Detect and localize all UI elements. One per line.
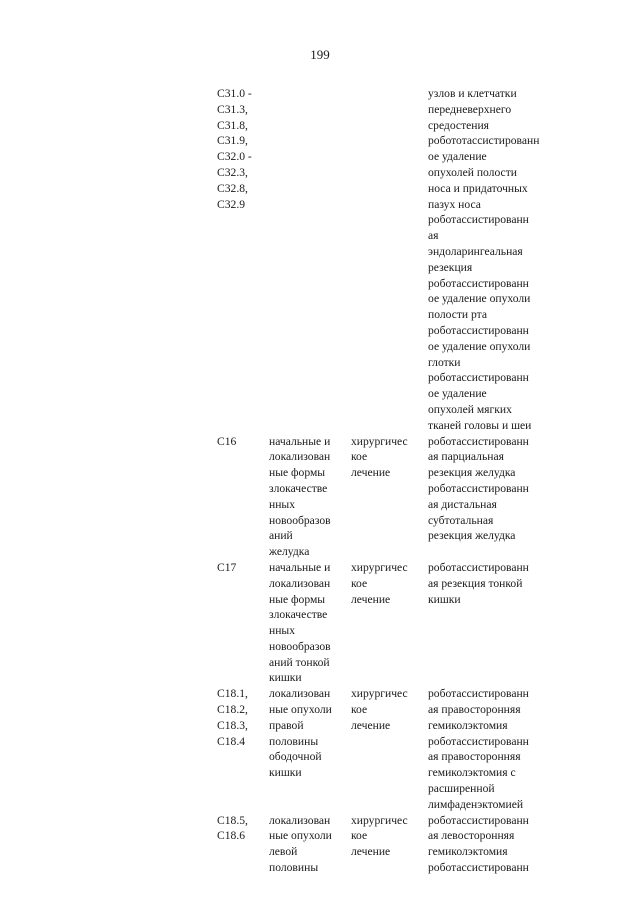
diagnosis-line: ные опухоли	[269, 829, 332, 843]
diagnosis-line: аний тонкой	[269, 655, 330, 669]
code-line: C16	[217, 434, 237, 448]
diagnosis-line: правой	[269, 718, 304, 732]
icd-code-cell	[217, 686, 269, 749]
diagnosis-line: локализован	[269, 576, 331, 590]
method-line: ая резекция тонкой	[428, 576, 523, 590]
table-row-c18-right	[217, 686, 547, 812]
method-cell	[428, 560, 547, 607]
method-line: резекция желудка	[428, 466, 516, 480]
method-line: ое удаление опухоли	[428, 339, 531, 353]
page-number: 199	[310, 47, 330, 62]
method-line: кишки	[428, 592, 461, 606]
method-line: роботассистированн	[428, 687, 529, 701]
method-line: ая дистальная	[428, 497, 497, 511]
table-row-c18-left	[217, 813, 547, 876]
method-line: ая	[428, 229, 439, 243]
method-line: робототассистированн	[428, 134, 540, 148]
diagnosis-line: аний	[269, 529, 293, 543]
diagnosis-line: кишки	[269, 766, 302, 780]
diagnosis-line: локализован	[269, 687, 331, 701]
diagnosis-line: половины	[269, 861, 319, 875]
code-line: C18.4	[217, 734, 246, 748]
method-line: роботассистированн	[428, 734, 529, 748]
treatment-type-line: кое	[351, 450, 368, 464]
method-line: роботассистированн	[428, 813, 529, 827]
diagnosis-line: нных	[269, 497, 295, 511]
diagnosis-line: начальные и	[269, 560, 331, 574]
method-line: передневерхнего	[428, 102, 512, 116]
diagnosis-line: ные формы	[269, 592, 326, 606]
method-line: лимфаденэктомией	[428, 797, 524, 811]
method-line: гемиколэктомия	[428, 718, 508, 732]
method-line: ая парциальная	[428, 450, 504, 464]
method-cell	[428, 434, 547, 545]
method-line: пазух носа	[428, 197, 481, 211]
treatment-type-line: хирургичес	[351, 813, 408, 827]
method-line: роботассистированн	[428, 560, 529, 574]
treatment-type-line: лечение	[351, 466, 391, 480]
treatment-type-line: лечение	[351, 718, 391, 732]
diagnosis-line: половины	[269, 734, 319, 748]
method-line: ое удаление опухоли	[428, 292, 531, 306]
method-line: расширенной	[428, 782, 495, 796]
diagnosis-line: локализован	[269, 813, 331, 827]
code-line: C18.6	[217, 829, 246, 843]
treatment-type-cell	[351, 686, 428, 733]
method-line: узлов и клетчатки	[428, 87, 517, 100]
treatment-type-line: хирургичес	[351, 434, 408, 448]
treatment-type-line: кое	[351, 576, 368, 590]
code-line: C18.1,	[217, 687, 248, 701]
treatment-type-cell	[351, 560, 428, 607]
method-cell	[428, 86, 547, 434]
code-line: C31.8,	[217, 118, 248, 132]
method-line: роботассистированн	[428, 213, 529, 227]
method-line: носа и придаточных	[428, 181, 528, 195]
diagnosis-line: ные опухоли	[269, 703, 332, 717]
diagnosis-cell	[269, 434, 351, 560]
method-line: опухолей мягких	[428, 402, 512, 416]
code-line: C31.3,	[217, 102, 248, 116]
code-line: C32.9	[217, 197, 246, 211]
treatment-type-cell	[351, 813, 428, 860]
treatment-type-cell	[351, 434, 428, 481]
treatment-type-line: кое	[351, 829, 368, 843]
diagnosis-line: кишки	[269, 671, 302, 685]
method-line: ая левосторонняя	[428, 829, 515, 843]
diagnosis-line: локализован	[269, 450, 331, 464]
code-line: C32.8,	[217, 181, 248, 195]
method-line: роботассистированн	[428, 323, 529, 337]
table-row-c16	[217, 434, 547, 560]
treatment-type-line: хирургичес	[351, 687, 408, 701]
code-line: C18.3,	[217, 718, 248, 732]
code-line: C32.3,	[217, 165, 248, 179]
method-line: роботассистированн	[428, 481, 529, 495]
method-line: ая правосторонняя	[428, 703, 521, 717]
method-cell	[428, 686, 547, 812]
code-line: C32.0 -	[217, 150, 252, 164]
method-line: роботассистированн	[428, 434, 529, 448]
method-line: резекция желудка	[428, 529, 516, 543]
diagnosis-line: злокачестве	[269, 481, 328, 495]
code-line: C31.0 -	[217, 87, 252, 100]
code-line: C17	[217, 560, 237, 574]
treatment-type-line: лечение	[351, 592, 391, 606]
diagnosis-line: начальные и	[269, 434, 331, 448]
diagnosis-cell	[269, 560, 351, 686]
method-line: ое удаление	[428, 387, 487, 401]
diagnosis-line: новообразов	[269, 513, 331, 527]
code-line: C18.5,	[217, 813, 248, 827]
method-line: глотки	[428, 355, 461, 369]
treatment-type-line: кое	[351, 703, 368, 717]
icd-code-cell	[217, 86, 269, 212]
diagnosis-line: желудка	[269, 545, 310, 559]
method-line: тканей головы и шеи	[428, 418, 532, 432]
method-line: роботассистированн	[428, 276, 529, 290]
method-line: субтотальная	[428, 513, 494, 527]
method-line: резекция	[428, 260, 473, 274]
icd-code-cell	[217, 560, 269, 576]
treatment-type-line: лечение	[351, 845, 391, 859]
diagnosis-cell	[269, 686, 351, 781]
method-line: гемиколэктомия	[428, 845, 508, 859]
method-line: средостения	[428, 118, 490, 132]
method-line: опухолей полости	[428, 165, 517, 179]
method-line: гемиколэктомия с	[428, 766, 516, 780]
method-line: роботассистированн	[428, 371, 529, 385]
diagnosis-line: злокачестве	[269, 608, 328, 622]
method-line: ое удаление	[428, 150, 487, 164]
diagnosis-line: левой	[269, 845, 298, 859]
method-line: полости рта	[428, 308, 488, 322]
method-line: ая правосторонняя	[428, 750, 521, 764]
code-line: C31.9,	[217, 134, 248, 148]
diagnosis-line: ные формы	[269, 466, 326, 480]
method-line: эндоларингеальная	[428, 244, 523, 258]
table-row-c31-c32	[217, 86, 547, 434]
icd-code-cell	[217, 813, 269, 845]
procedures-table	[217, 86, 547, 876]
table-row-c17	[217, 560, 547, 686]
diagnosis-cell	[269, 813, 351, 876]
icd-code-cell	[217, 434, 269, 450]
method-line: роботассистированн	[428, 861, 529, 875]
diagnosis-line: новообразов	[269, 639, 331, 653]
code-line: C18.2,	[217, 703, 248, 717]
method-cell	[428, 813, 547, 876]
diagnosis-line: ободочной	[269, 750, 322, 764]
treatment-type-line: хирургичес	[351, 560, 408, 574]
diagnosis-line: нных	[269, 624, 295, 638]
